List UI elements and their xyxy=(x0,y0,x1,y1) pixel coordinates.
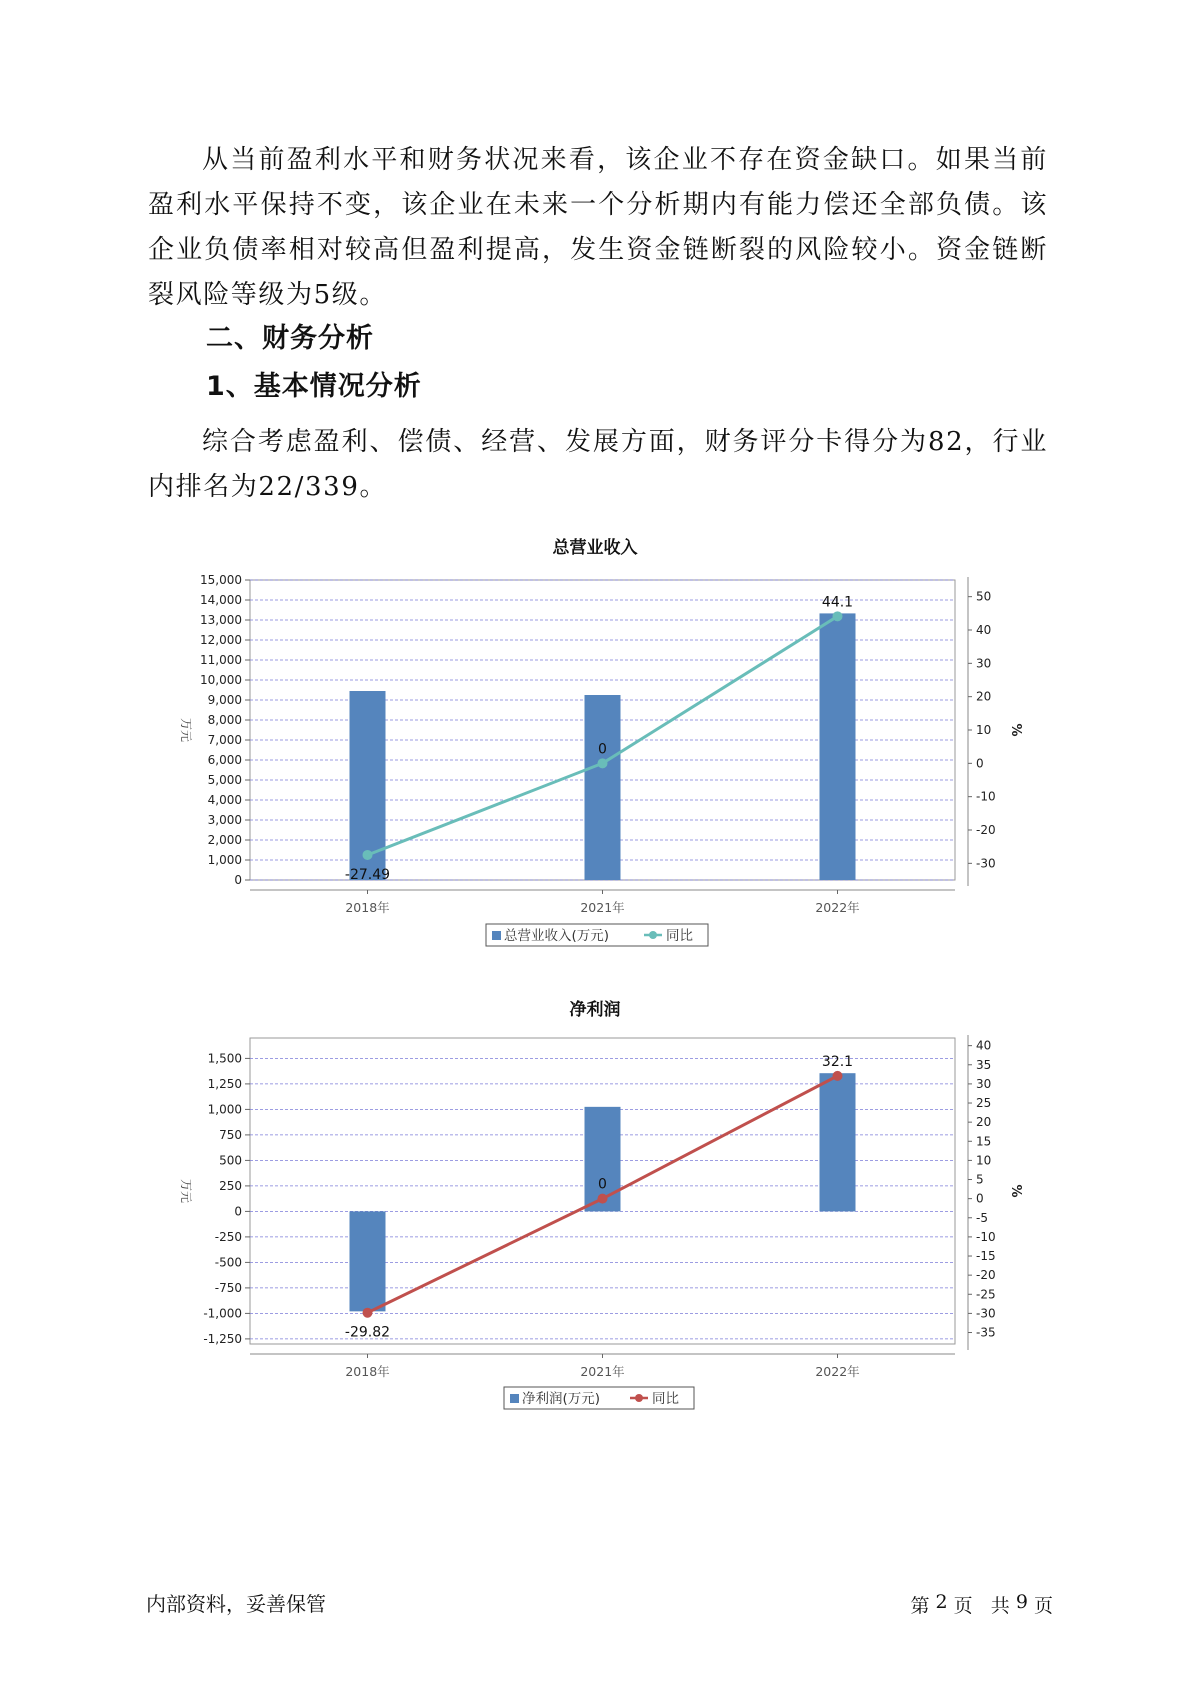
y2-tick-label: -30 xyxy=(976,1306,996,1321)
page-suffix: 页 xyxy=(1033,1595,1053,1617)
y-tick-label: 14,000 xyxy=(200,593,242,607)
y2-tick-label: -35 xyxy=(976,1325,996,1340)
y-tick-label: -500 xyxy=(214,1255,242,1270)
y2-tick-label: 10 xyxy=(976,723,992,737)
data-label: -29.82 xyxy=(344,1324,391,1341)
page-total: 9 xyxy=(1015,1591,1028,1613)
revenue-chart xyxy=(0,560,1191,960)
y2-tick-label: 30 xyxy=(976,1076,992,1091)
chart2-title: 净利润 xyxy=(569,1000,621,1020)
y-tick-label: 1,250 xyxy=(207,1076,242,1091)
y2-tick-label: 0 xyxy=(976,1191,984,1206)
y-tick-label: 9,000 xyxy=(207,693,242,707)
y2-tick-label: -30 xyxy=(976,856,996,871)
y-tick-label: 7,000 xyxy=(207,733,242,747)
y-tick-label: 1,000 xyxy=(207,853,242,867)
legend-bar-swatch xyxy=(510,1394,519,1403)
page-current: 2 xyxy=(935,1591,948,1613)
chart1-title: 总营业收入 xyxy=(552,538,638,558)
y2-tick-label: 15 xyxy=(976,1134,992,1149)
y2-tick-label: -5 xyxy=(976,1210,988,1225)
y-axis-label: 万元 xyxy=(179,1178,193,1204)
y2-tick-label: 20 xyxy=(976,689,992,704)
y-axis-label: 万元 xyxy=(179,717,193,743)
y2-tick-label: 35 xyxy=(976,1057,992,1072)
y2-tick-label: -10 xyxy=(976,789,996,804)
y-tick-label: 250 xyxy=(219,1178,242,1193)
y-tick-label: 8,000 xyxy=(207,713,242,727)
x-tick-label: 2018年 xyxy=(345,900,390,915)
y2-tick-label: 25 xyxy=(976,1096,992,1111)
legend-bar-label: 总营业收入(万元) xyxy=(504,928,610,944)
y-tick-label: 3,000 xyxy=(207,813,242,827)
page-mid: 页 xyxy=(953,1595,973,1617)
y2-axis-label: % xyxy=(1008,1184,1023,1198)
net-profit-chart xyxy=(0,1022,1191,1432)
footer-confidential-note: 内部资料，妥善保管 xyxy=(146,1592,326,1616)
y2-tick-label: 20 xyxy=(976,1115,992,1130)
y2-tick-label: -20 xyxy=(976,1268,996,1283)
y-tick-label: 4,000 xyxy=(207,793,242,807)
y-tick-label: 6,000 xyxy=(207,753,242,767)
bar xyxy=(350,1211,386,1311)
legend-line-label: 同比 xyxy=(666,928,693,944)
y2-tick-label: 50 xyxy=(976,589,992,604)
y-tick-label: 13,000 xyxy=(200,613,242,627)
y-tick-label: -1,000 xyxy=(203,1306,242,1321)
data-label: 0 xyxy=(598,741,607,758)
x-tick-label: 2021年 xyxy=(580,900,625,915)
x-tick-label: 2022年 xyxy=(815,1364,860,1379)
page-prefix: 第 xyxy=(910,1595,930,1617)
y-tick-label: 2,000 xyxy=(207,833,242,847)
data-label: 44.1 xyxy=(821,594,854,611)
line-point xyxy=(363,850,373,860)
x-tick-label: 2018年 xyxy=(345,1364,390,1379)
x-tick-label: 2021年 xyxy=(580,1364,625,1379)
line-point xyxy=(598,758,608,768)
paragraph-summary: 从当前盈利水平和财务状况来看，该企业不存在资金缺口。如果当前盈利水平保持不变，该企业在未来一个分析期内有能力偿还全部负债。该企业负债率相对较高但盈利提高，发生资金链断裂的风险较小。资金链断裂风险等级为5级。 xyxy=(148,145,1048,310)
data-label: 0 xyxy=(598,1176,607,1193)
data-label: -27.49 xyxy=(344,866,391,883)
line-point xyxy=(363,1308,373,1318)
footer-page-number xyxy=(910,1591,1053,1618)
data-label: 32.1 xyxy=(821,1053,854,1070)
x-tick-label: 2022年 xyxy=(815,900,860,915)
line-point xyxy=(833,611,843,621)
y-tick-label: -1,250 xyxy=(203,1331,242,1346)
y-tick-label: 0 xyxy=(234,1204,242,1219)
y2-axis-label: % xyxy=(1008,723,1023,737)
bar xyxy=(820,613,856,880)
bar xyxy=(820,1073,856,1211)
page-total-prefix: 共 xyxy=(990,1595,1010,1617)
y-tick-label: 12,000 xyxy=(200,633,242,647)
y2-tick-label: -10 xyxy=(976,1229,996,1244)
legend-line-marker xyxy=(649,931,657,939)
y-tick-label: 1,000 xyxy=(207,1102,242,1117)
y-tick-label: 1,500 xyxy=(207,1051,242,1066)
y2-tick-label: -20 xyxy=(976,823,996,837)
paragraph-score: 综合考虑盈利、偿债、经营、发展方面，财务评分卡得分为82，行业内排名为22/339。 xyxy=(148,427,1048,502)
y2-tick-label: -15 xyxy=(976,1249,996,1264)
y-tick-label: 15,000 xyxy=(200,573,242,587)
y-tick-label: -250 xyxy=(214,1229,242,1244)
legend-bar-swatch xyxy=(492,931,501,940)
y2-tick-label: 0 xyxy=(976,756,984,771)
subsection-heading: 1、基本情况分析 xyxy=(206,371,422,402)
bar xyxy=(585,695,621,880)
y2-tick-label: 30 xyxy=(976,656,992,671)
y-tick-label: 11,000 xyxy=(200,653,242,667)
y-tick-label: 500 xyxy=(219,1153,242,1168)
y2-tick-label: 40 xyxy=(976,623,992,637)
y-tick-label: 5,000 xyxy=(207,773,242,787)
legend-bar-label: 净利润(万元) xyxy=(522,1391,601,1407)
line-point xyxy=(833,1071,843,1081)
y-tick-label: 10,000 xyxy=(200,673,242,687)
y-tick-label: 0 xyxy=(234,873,242,887)
legend-line-marker xyxy=(635,1394,643,1402)
y2-tick-label: -25 xyxy=(976,1287,996,1302)
y2-tick-label: 5 xyxy=(976,1172,984,1187)
legend-line-label: 同比 xyxy=(652,1391,679,1407)
y2-tick-label: 40 xyxy=(976,1038,992,1053)
line-point xyxy=(598,1194,608,1204)
y2-tick-label: 10 xyxy=(976,1153,992,1168)
section-heading: 二、财务分析 xyxy=(206,323,374,354)
y-tick-label: -750 xyxy=(214,1280,242,1295)
y-tick-label: 750 xyxy=(219,1127,242,1142)
